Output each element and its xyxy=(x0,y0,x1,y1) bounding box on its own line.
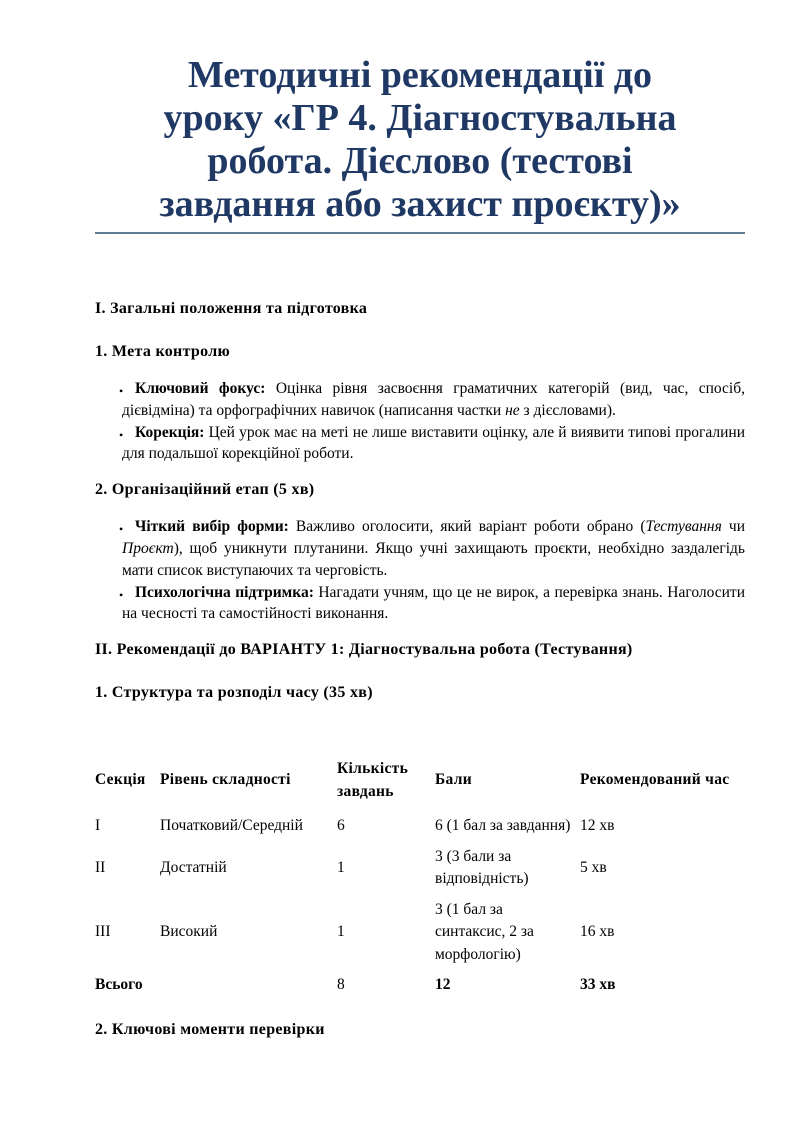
page-title xyxy=(95,54,745,234)
cell-points: 3 (1 бал за синтаксис, 2 за морфологію) xyxy=(435,900,534,963)
cell-total-label: Всього xyxy=(95,976,143,994)
list-item-text: чи xyxy=(721,518,746,536)
list-item-lead: Психологічна підтримка: xyxy=(135,583,314,601)
title-line-4: завдання або захист проєкту)» xyxy=(159,183,681,225)
title-line-1: Методичні рекомендації до xyxy=(187,54,653,96)
list-item-emphasis: Тестування xyxy=(645,518,722,536)
cell-level: Початковий/Середній xyxy=(160,817,303,835)
list-item-form-choice xyxy=(95,516,745,581)
table-row xyxy=(95,811,745,842)
title-line-2: уроку «ГР 4. Діагностувальна xyxy=(163,97,677,139)
organizational-stage-list xyxy=(95,516,745,625)
heading-control-goal: 1. Мета контролю xyxy=(95,343,231,360)
cell-section: ІІ xyxy=(95,858,106,876)
cell-section: ІІІ xyxy=(95,923,111,941)
list-item-emphasis: Проєкт xyxy=(122,539,174,557)
list-item-psych-support xyxy=(95,582,745,626)
cell-section: І xyxy=(95,817,101,835)
list-item-text: Цей урок має на меті не лише виставити оцінку, але й виявити типові прогалини для подальшої корекційної роботи. xyxy=(122,423,745,463)
cell-time: 5 хв xyxy=(580,858,607,876)
cell-task-count: 1 xyxy=(337,923,345,941)
table-row xyxy=(95,842,745,895)
cell-time: 12 хв xyxy=(580,817,615,835)
cell-task-count: 1 xyxy=(337,858,345,876)
list-item-lead: Корекція: xyxy=(135,423,205,441)
heading-organizational-stage: 2. Організаційний етап (5 хв) xyxy=(95,481,315,499)
heading-general-provisions: І. Загальні положення та підготовка xyxy=(95,300,368,317)
heading-variant1-recommendations: ІІ. Рекомендації до ВАРІАНТУ 1: Діагностувальна робота (Тестування) xyxy=(95,641,633,659)
table-row xyxy=(95,895,745,971)
list-item-key-focus xyxy=(95,378,745,422)
cell-total-task-count: 8 xyxy=(337,976,345,994)
list-item-lead: Ключовий фокус: xyxy=(135,380,266,397)
list-item-text: з дієсловами). xyxy=(519,401,616,419)
list-item-lead: Чіткий вибір форми: xyxy=(135,518,289,536)
list-item-correction xyxy=(95,422,745,466)
table-header-row xyxy=(95,750,745,811)
structure-table xyxy=(95,750,745,1001)
list-item-text: Нагадати учням, що це не вирок, а перевірка знань. Наголосити на чесності та самостійності виконання. xyxy=(122,583,745,623)
column-header-points: Бали xyxy=(435,771,472,789)
list-item-text: Важливо оголосити, який варіант роботи обрано ( xyxy=(288,518,646,536)
column-header-section: Секція xyxy=(95,771,146,789)
column-header-recommended-time: Рекомендований час xyxy=(580,771,730,789)
cell-total-time: 33 хв xyxy=(580,976,616,994)
cell-time: 16 хв xyxy=(580,923,615,941)
cell-total-points: 12 xyxy=(435,976,451,994)
cell-level: Достатній xyxy=(160,858,227,876)
title-line-3: робота. Дієслово (тестові xyxy=(207,140,633,182)
cell-points: 6 (1 бал за завдання) xyxy=(435,817,571,835)
heading-structure-timing: 1. Структура та розподіл часу (35 хв) xyxy=(95,684,373,702)
column-header-task-count: Кількість завдань xyxy=(337,760,409,800)
list-item-text: Оцінка рівня засвоєння граматичних категорій (вид, час, спосіб, дієвідміна) та орфографічних навичок (написання частки xyxy=(122,380,745,419)
table-total-row xyxy=(95,970,745,1001)
heading-key-check-points: 2. Ключові моменти перевірки xyxy=(95,1020,325,1038)
cell-level: Високий xyxy=(160,923,218,941)
cell-points: 3 (3 бали за відповідність) xyxy=(435,847,529,888)
cell-task-count: 6 xyxy=(337,817,345,835)
control-goal-list xyxy=(95,378,745,465)
list-item-text: ), щоб уникнути плутанини. Якщо учні захищають проєкти, необхідно заздалегідь мати список виступаючих та черговість. xyxy=(122,539,745,579)
list-item-emphasis: не xyxy=(505,401,520,419)
column-header-level: Рівень складності xyxy=(160,771,291,789)
